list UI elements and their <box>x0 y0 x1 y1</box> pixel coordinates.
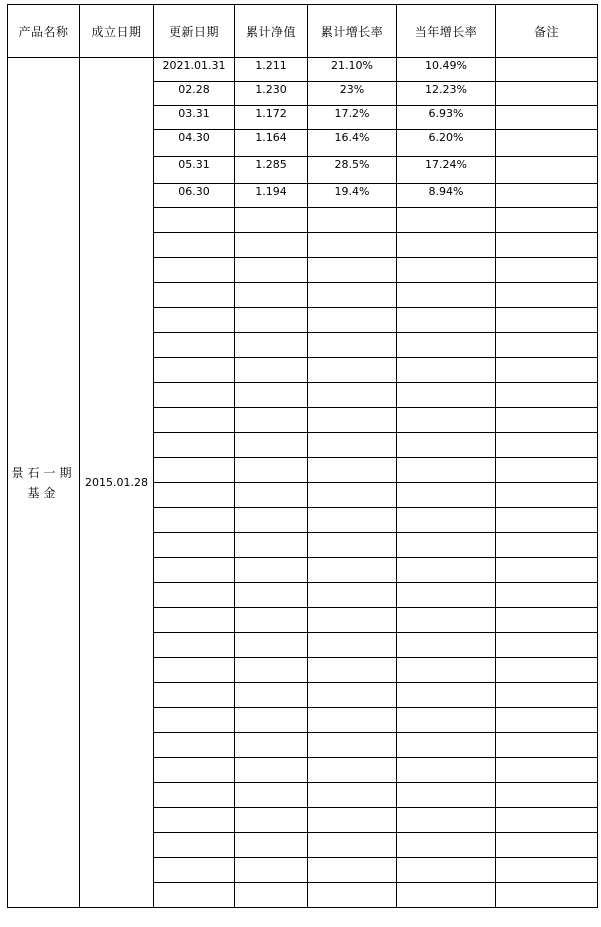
nav-cell <box>235 408 308 433</box>
update-date-cell <box>154 633 235 658</box>
ytd-growth-cell: 8.94% <box>397 184 496 208</box>
established-date-cell: 2015.01.28 <box>80 58 154 908</box>
note-cell <box>496 157 598 184</box>
cumulative-growth-cell: 28.5% <box>308 157 397 184</box>
cumulative-growth-cell <box>308 733 397 758</box>
header-update-date: 更新日期 <box>154 5 235 58</box>
nav-cell: 1.194 <box>235 184 308 208</box>
update-date-cell <box>154 308 235 333</box>
nav-cell <box>235 633 308 658</box>
ytd-growth-cell <box>397 833 496 858</box>
nav-cell <box>235 858 308 883</box>
nav-cell <box>235 358 308 383</box>
ytd-growth-cell <box>397 508 496 533</box>
update-date-cell: 02.28 <box>154 82 235 106</box>
nav-cell <box>235 758 308 783</box>
ytd-growth-cell <box>397 433 496 458</box>
update-date-cell <box>154 533 235 558</box>
update-date-cell <box>154 808 235 833</box>
ytd-growth-cell <box>397 583 496 608</box>
update-date-cell <box>154 733 235 758</box>
ytd-growth-cell <box>397 408 496 433</box>
cumulative-growth-cell <box>308 458 397 483</box>
ytd-growth-cell <box>397 258 496 283</box>
note-cell <box>496 82 598 106</box>
cumulative-growth-cell <box>308 683 397 708</box>
update-date-cell <box>154 883 235 908</box>
nav-cell <box>235 883 308 908</box>
update-date-cell <box>154 758 235 783</box>
cumulative-growth-cell: 23% <box>308 82 397 106</box>
ytd-growth-cell <box>397 708 496 733</box>
update-date-cell <box>154 233 235 258</box>
cumulative-growth-cell <box>308 483 397 508</box>
note-cell <box>496 408 598 433</box>
note-cell <box>496 683 598 708</box>
update-date-cell <box>154 408 235 433</box>
note-cell <box>496 583 598 608</box>
nav-cell: 1.285 <box>235 157 308 184</box>
update-date-cell <box>154 358 235 383</box>
update-date-cell <box>154 458 235 483</box>
cumulative-growth-cell <box>308 658 397 683</box>
nav-cell <box>235 333 308 358</box>
cumulative-growth-cell <box>308 533 397 558</box>
ytd-growth-cell: 6.93% <box>397 106 496 130</box>
header-ytd-growth: 当年增长率 <box>397 5 496 58</box>
ytd-growth-cell <box>397 358 496 383</box>
ytd-growth-cell <box>397 458 496 483</box>
update-date-cell <box>154 708 235 733</box>
note-cell <box>496 658 598 683</box>
nav-cell <box>235 283 308 308</box>
cumulative-growth-cell: 21.10% <box>308 58 397 82</box>
update-date-cell <box>154 833 235 858</box>
nav-cell <box>235 258 308 283</box>
header-cumulative-nav: 累计净值 <box>235 5 308 58</box>
nav-cell <box>235 733 308 758</box>
note-cell <box>496 558 598 583</box>
ytd-growth-cell <box>397 783 496 808</box>
ytd-growth-cell: 10.49% <box>397 58 496 82</box>
update-date-cell <box>154 208 235 233</box>
nav-cell <box>235 808 308 833</box>
update-date-cell <box>154 433 235 458</box>
nav-cell <box>235 233 308 258</box>
note-cell <box>496 358 598 383</box>
cumulative-growth-cell <box>308 708 397 733</box>
cumulative-growth-cell: 16.4% <box>308 130 397 157</box>
note-cell <box>496 333 598 358</box>
ytd-growth-cell <box>397 383 496 408</box>
nav-cell <box>235 833 308 858</box>
nav-cell <box>235 458 308 483</box>
header-note: 备注 <box>496 5 598 58</box>
nav-cell <box>235 383 308 408</box>
nav-cell <box>235 208 308 233</box>
note-cell <box>496 106 598 130</box>
update-date-cell <box>154 683 235 708</box>
ytd-growth-cell <box>397 758 496 783</box>
ytd-growth-cell: 12.23% <box>397 82 496 106</box>
update-date-cell: 2021.01.31 <box>154 58 235 82</box>
update-date-cell <box>154 283 235 308</box>
ytd-growth-cell <box>397 808 496 833</box>
fund-nav-table <box>7 4 598 908</box>
note-cell <box>496 433 598 458</box>
ytd-growth-cell <box>397 608 496 633</box>
note-cell <box>496 533 598 558</box>
cumulative-growth-cell <box>308 583 397 608</box>
note-cell <box>496 184 598 208</box>
cumulative-growth-cell <box>308 858 397 883</box>
update-date-cell <box>154 858 235 883</box>
nav-cell: 1.164 <box>235 130 308 157</box>
ytd-growth-cell <box>397 333 496 358</box>
ytd-growth-cell <box>397 733 496 758</box>
note-cell <box>496 633 598 658</box>
nav-cell <box>235 583 308 608</box>
note-cell <box>496 783 598 808</box>
nav-cell <box>235 708 308 733</box>
note-cell <box>496 608 598 633</box>
cumulative-growth-cell <box>308 508 397 533</box>
nav-cell <box>235 558 308 583</box>
note-cell <box>496 208 598 233</box>
header-product-name: 产品名称 <box>8 5 80 58</box>
nav-cell: 1.211 <box>235 58 308 82</box>
header-established-date: 成立日期 <box>80 5 154 58</box>
cumulative-growth-cell <box>308 883 397 908</box>
note-cell <box>496 308 598 333</box>
cumulative-growth-cell <box>308 783 397 808</box>
table-body <box>8 58 598 908</box>
update-date-cell: 03.31 <box>154 106 235 130</box>
header-cumulative-growth: 累计增长率 <box>308 5 397 58</box>
ytd-growth-cell <box>397 283 496 308</box>
note-cell <box>496 233 598 258</box>
update-date-cell <box>154 558 235 583</box>
note-cell <box>496 483 598 508</box>
cumulative-growth-cell <box>308 233 397 258</box>
nav-cell <box>235 483 308 508</box>
ytd-growth-cell <box>397 208 496 233</box>
cumulative-growth-cell <box>308 283 397 308</box>
ytd-growth-cell <box>397 683 496 708</box>
update-date-cell: 06.30 <box>154 184 235 208</box>
note-cell <box>496 283 598 308</box>
cumulative-growth-cell <box>308 408 397 433</box>
cumulative-growth-cell: 17.2% <box>308 106 397 130</box>
ytd-growth-cell: 17.24% <box>397 157 496 184</box>
cumulative-growth-cell <box>308 208 397 233</box>
update-date-cell: 04.30 <box>154 130 235 157</box>
note-cell <box>496 130 598 157</box>
nav-cell <box>235 308 308 333</box>
nav-cell <box>235 608 308 633</box>
ytd-growth-cell <box>397 233 496 258</box>
cumulative-growth-cell <box>308 358 397 383</box>
note-cell <box>496 808 598 833</box>
cumulative-growth-cell <box>308 558 397 583</box>
note-cell <box>496 758 598 783</box>
product-name-cell: 景石一期基金 <box>8 58 80 908</box>
update-date-cell: 05.31 <box>154 157 235 184</box>
nav-cell <box>235 508 308 533</box>
note-cell <box>496 708 598 733</box>
note-cell <box>496 858 598 883</box>
update-date-cell <box>154 483 235 508</box>
cumulative-growth-cell <box>308 833 397 858</box>
ytd-growth-cell <box>397 858 496 883</box>
ytd-growth-cell <box>397 633 496 658</box>
cumulative-growth-cell <box>308 758 397 783</box>
update-date-cell <box>154 658 235 683</box>
nav-cell <box>235 658 308 683</box>
note-cell <box>496 733 598 758</box>
update-date-cell <box>154 508 235 533</box>
note-cell <box>496 883 598 908</box>
cumulative-growth-cell <box>308 808 397 833</box>
update-date-cell <box>154 583 235 608</box>
nav-cell: 1.230 <box>235 82 308 106</box>
ytd-growth-cell <box>397 558 496 583</box>
nav-cell: 1.172 <box>235 106 308 130</box>
ytd-growth-cell <box>397 883 496 908</box>
update-date-cell <box>154 333 235 358</box>
note-cell <box>496 383 598 408</box>
ytd-growth-cell <box>397 483 496 508</box>
note-cell <box>496 833 598 858</box>
cumulative-growth-cell <box>308 333 397 358</box>
note-cell <box>496 458 598 483</box>
update-date-cell <box>154 783 235 808</box>
ytd-growth-cell <box>397 308 496 333</box>
cumulative-growth-cell <box>308 383 397 408</box>
update-date-cell <box>154 258 235 283</box>
nav-cell <box>235 433 308 458</box>
note-cell <box>496 258 598 283</box>
header-row <box>8 5 598 58</box>
nav-cell <box>235 533 308 558</box>
ytd-growth-cell <box>397 533 496 558</box>
update-date-cell <box>154 383 235 408</box>
ytd-growth-cell <box>397 658 496 683</box>
cumulative-growth-cell <box>308 258 397 283</box>
cumulative-growth-cell <box>308 633 397 658</box>
nav-cell <box>235 683 308 708</box>
note-cell <box>496 58 598 82</box>
cumulative-growth-cell <box>308 308 397 333</box>
update-date-cell <box>154 608 235 633</box>
fund-nav-table-container <box>7 4 598 908</box>
cumulative-growth-cell <box>308 433 397 458</box>
cumulative-growth-cell <box>308 608 397 633</box>
nav-cell <box>235 783 308 808</box>
table-row <box>8 58 598 82</box>
cumulative-growth-cell: 19.4% <box>308 184 397 208</box>
ytd-growth-cell: 6.20% <box>397 130 496 157</box>
note-cell <box>496 508 598 533</box>
